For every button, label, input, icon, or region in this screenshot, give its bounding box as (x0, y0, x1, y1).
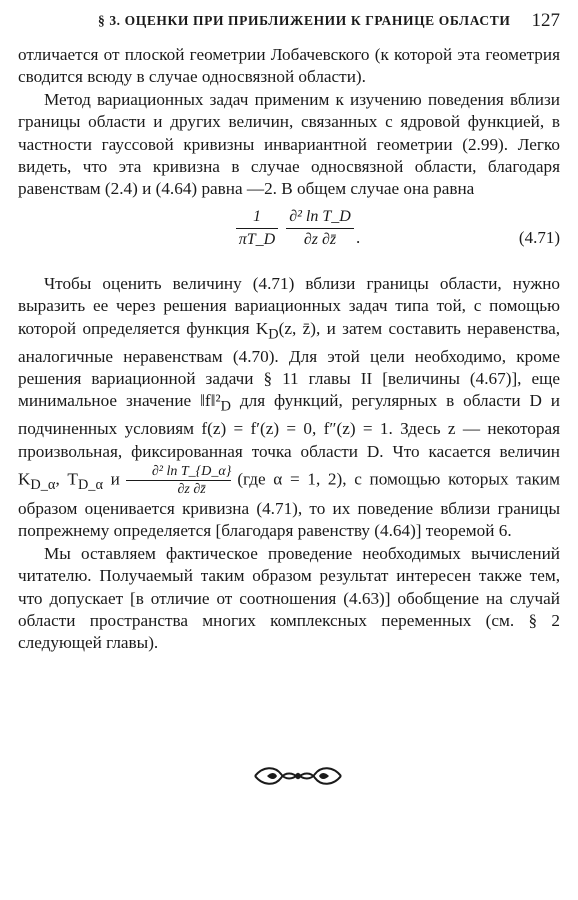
formula-fraction-1 (236, 207, 278, 250)
fraction-1-denominator: πT_D (238, 230, 276, 248)
fraction-2-numerator: ∂² ln T_D (289, 207, 351, 225)
header-title: § 3. ОЦЕНКИ ПРИ ПРИБЛИЖЕНИИ К ГРАНИЦЕ ОБЛАСТИ (98, 13, 511, 28)
paragraph-3-part-c: для функций, регулярных в области D и подчиненных условиям f(z) = f′(z) = 0, f″(z) = 1. Здесь z — некоторая произвольная, фиксированная точка области D. Что касается величин K (18, 391, 560, 489)
fraction-1-bar (236, 228, 278, 229)
paragraph-3-part-a: Чтобы оценить величину (4.71) вблизи границы области, нужно выразить ее через решения вариационных задач типа той, с помощью которой определяется функция K (18, 273, 560, 338)
paragraph-3-part-d: , T (55, 469, 78, 489)
paragraph-3-part-e: и (102, 469, 120, 489)
paragraph-4: Мы оставляем фактическое проведение необходимых вычислений читателю. Получаемый таким образом результат интересен также тем, что допускает [в отличие от соотношения (4.63)] обобщение на случай области пространства многих комплексных переменных (см. § 2 следующей главы). (18, 543, 560, 653)
subscript-d: D (268, 326, 279, 343)
paragraph-2: Метод вариационных задач применим к изучению поведения вблизи границы области и других величин, связанных с ядровой функцией, в частности гауссовой кривизны инвариантной геометрии (2.99). Легко видеть, что эта кривизна в случае односвязной области, благодаря равенствам (2.4) и (4.64) равна —2. В общем случае она равна (18, 89, 560, 199)
subscript-d-alpha-k: D_α (30, 476, 56, 493)
formula-end-dot: . (356, 227, 361, 247)
body-text (18, 44, 560, 655)
paragraph-1: отличается от плоской геометрии Лобачевского (к которой эта геометрия сводится всюду в случае односвязной области). (18, 45, 560, 87)
equation-number: (4.71) (518, 227, 560, 247)
subscript-d-norm: D (220, 398, 231, 415)
inline-fraction-denominator: ∂z ∂z̄ (177, 481, 206, 497)
paragraph-3-part-b: (z, z̄), и затем составить неравенства, аналогичные неравенствам (4.70). Для этой цели необходимо, кроме решения вариационной задачи § 11 главы II [величины (4.67)], еще минимальное значение ‖f‖² (18, 318, 561, 411)
inline-fraction (126, 463, 231, 498)
display-formula-4-71 (18, 205, 560, 271)
paragraph-3 (18, 273, 560, 543)
fraction-2-denominator: ∂z ∂z̄ (303, 230, 337, 248)
subscript-d-alpha-t: D_α (77, 476, 103, 493)
formula-fraction-2 (286, 207, 354, 250)
running-header (18, 10, 560, 32)
paragraph-3-part-f: (где α = 1, 2), с помощью которых таким образом оценивается кривизна (4.71), то их поведение вблизи границы попрежнему определяется [благодаря равенству (4.64)] теоремой 6. (18, 469, 561, 541)
fraction-2-bar (286, 228, 354, 229)
page-number: 127 (531, 10, 560, 31)
ornament-tailpiece-icon (253, 762, 343, 790)
fraction-1-numerator: 1 (253, 207, 261, 225)
inline-fraction-numerator: ∂² ln T_{D_α} (151, 463, 232, 479)
